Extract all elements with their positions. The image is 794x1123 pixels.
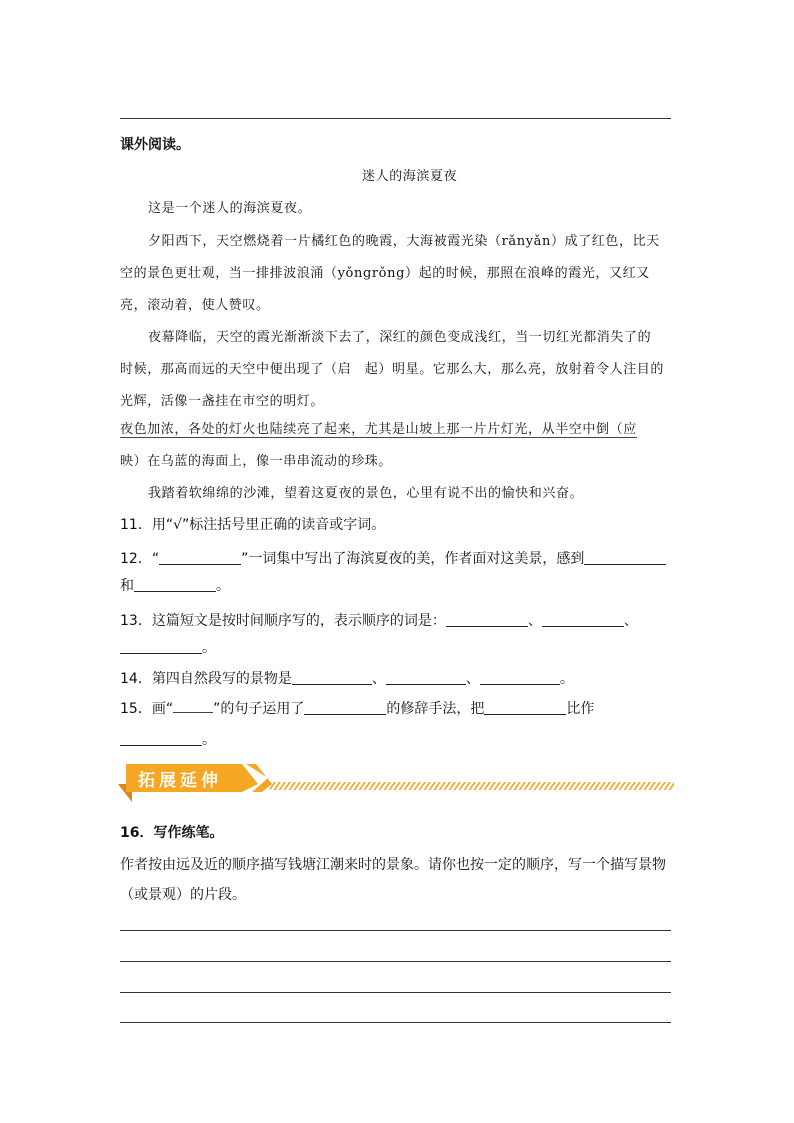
section-title: 拓展延伸 — [138, 771, 222, 791]
article-paragraph-3-line-1: 夜幕降临，天空的霞光渐渐淡下去了，深红的颜色变成浅红，当一切红光都消失了的 — [148, 330, 652, 345]
dash-sample — [173, 702, 213, 713]
article-paragraph-5: 我踏着软绵绵的沙滩，望着这夏夜的景色，心里有说不出的愉快和兴奋。 — [148, 486, 584, 501]
question-13-cont: 。 — [120, 637, 216, 657]
answer-blank[interactable] — [542, 612, 624, 627]
reading-header: 课外阅读。 — [120, 137, 190, 153]
banner-hatch — [270, 782, 674, 790]
article-paragraph-2-line-1: 夕阳西下，天空燃烧着一片橘红色的晚霞，大海被霞光染（rǎnyǎn）成了红色，比天 — [148, 234, 660, 249]
article-paragraph-3-line-3: 光辉，活像一盏挂在市空的明灯。 — [120, 394, 325, 409]
question-11: 11．用“√”标注括号里正确的读音或字词。 — [120, 517, 386, 533]
article-title: 迷人的海滨夏夜 — [362, 169, 458, 184]
answer-blank[interactable] — [480, 670, 560, 685]
answer-blank[interactable] — [304, 700, 386, 715]
answer-blank[interactable] — [584, 550, 666, 565]
question-15-cont: 。 — [120, 729, 216, 749]
question-16: 16．写作练笔。 — [120, 825, 224, 841]
answer-blank[interactable] — [446, 612, 528, 627]
answer-blank[interactable] — [292, 670, 372, 685]
question-12-cont: 和 。 — [120, 578, 230, 594]
question-13: 13．这篇短文是按时间顺序写的，表示顺序的词是： 、 、 — [120, 613, 638, 629]
article-paragraph-4-line-2: 映）在乌蓝的海面上，像一串串流动的珍珠。 — [120, 454, 393, 469]
answer-blank[interactable] — [120, 731, 202, 746]
writing-line[interactable] — [120, 992, 671, 993]
underlined-sentence-line-1: 夜色加浓，各处的灯火也陆续亮了起来，尤其是山坡上那一片片灯光，从半空中倒（应 — [120, 418, 637, 438]
article-paragraph-2-line-3: 亮，滚动着，使人赞叹。 — [120, 298, 270, 313]
answer-blank[interactable] — [484, 700, 566, 715]
writing-line[interactable] — [120, 1022, 671, 1023]
writing-line[interactable] — [120, 961, 671, 962]
writing-prompt-line-2: （或景观）的片段。 — [120, 887, 246, 903]
question-15: 15．画“ ”的句子运用了 的修辞手法，把 比作 — [120, 701, 595, 717]
question-14: 14．第四自然段写的景物是 、 、 。 — [120, 671, 574, 687]
question-12: 12．“ ”一词集中写出了海滨夏夜的美，作者面对这美景，感到 — [120, 548, 666, 568]
article-paragraph-2-line-2: 空的景色更壮观，当一排排波浪涌（yǒngrǒng）起的时候，那照在浪峰的霞光，又红又 — [120, 266, 650, 281]
answer-blank[interactable] — [134, 577, 216, 592]
answer-blank[interactable] — [159, 550, 241, 565]
answer-blank[interactable] — [120, 639, 202, 654]
article-paragraph-3-line-2: 时候，那高而远的天空中便出现了（启 起）明星。它那么大，那么亮，放射着令人注目的 — [120, 362, 665, 377]
writing-prompt-line-1: 作者按由远及近的顺序描写钱塘江潮来时的景象。请你也按一定的顺序，写一个描写景物 — [120, 857, 666, 873]
article-paragraph-1: 这是一个迷人的海滨夏夜。 — [148, 201, 312, 216]
top-rule — [120, 118, 671, 119]
writing-line[interactable] — [120, 930, 671, 931]
answer-blank[interactable] — [386, 670, 466, 685]
